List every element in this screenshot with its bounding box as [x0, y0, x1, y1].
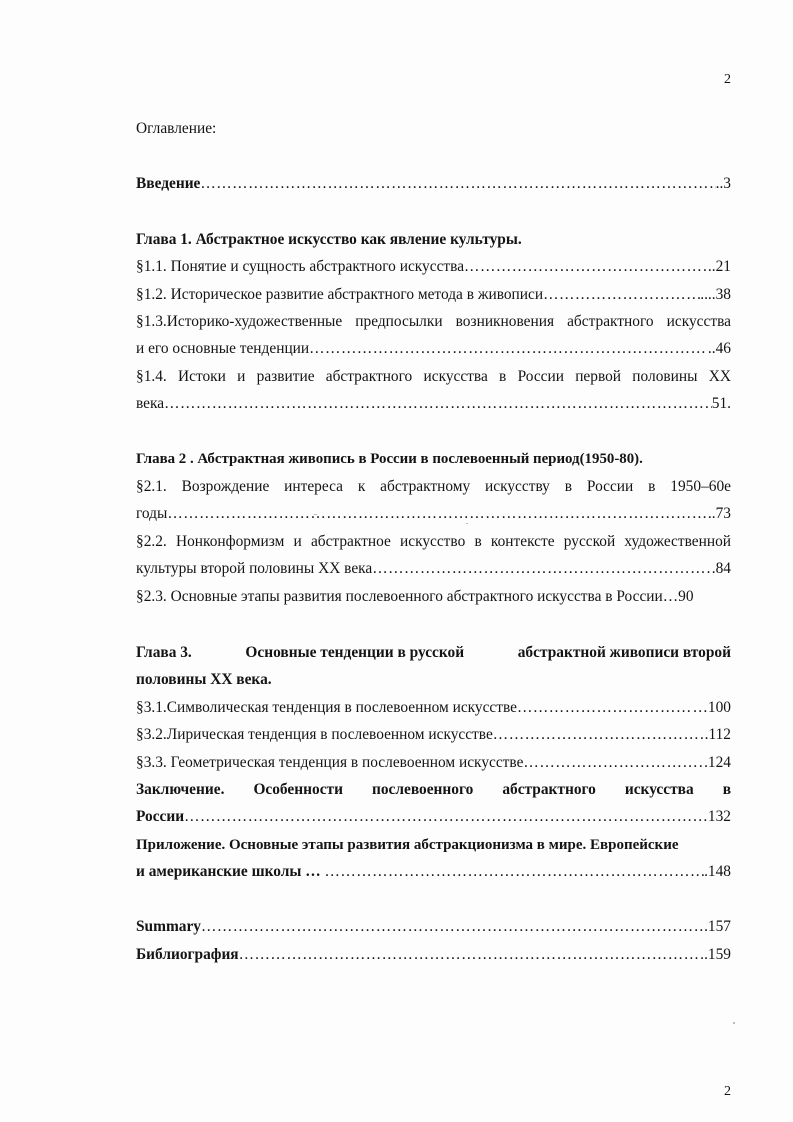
toc-entry-introduction: Введение ………………………………………………………………………………………………………………………………………………………………………………………………………… ..3 — [136, 173, 731, 195]
toc-heading: Оглавление: — [136, 120, 217, 137]
toc-entry-appendix-line1: Приложение. Основные этапы развития абстракционизма в мире. Европейские — [136, 837, 679, 853]
chapter-2-title: Глава 2 . Абстрактная живопись в России в послевоенный период(1950-80). — [136, 451, 643, 467]
toc-entry-3-3: §3.3. Геометрическая тенденция в послевоенном искусстве ………………………………………………………………………………………………………………………………………………………………………………………………………… .124 — [136, 752, 731, 774]
toc-entry-1-4-line2: века ………………………………………………………………………………………………………………………………………………………………………………………………………… 51. — [136, 393, 731, 415]
toc-entry-1-1: §1.1. Понятие и сущность абстрактного искусства ………………………………………………………………………………………………………………………………………………………………………………………………………… ..21 — [136, 256, 731, 278]
scan-speck — [314, 514, 317, 515]
toc-entry-2-1-line1: §2.1. Возрождение интереса к абстрактному искусству в России в 1950–60е — [136, 478, 731, 495]
chapter-3-title-line2: половины XX века. — [136, 671, 272, 688]
toc-entry-summary: Summary ………………………………………………………………………………………………………………………………………………………………………………………………………… .157 — [136, 916, 731, 938]
toc-entry-2-2-line1: §2.2. Нонконформизм и абстрактное искусство в контексте русской художественной — [136, 533, 731, 550]
toc-entry-1-4-line1: §1.4. Истоки и развитие абстрактного искусства в России первой половины XX — [136, 368, 731, 385]
chapter-3-title-line1: Глава 3. Основные тенденции в русской абстрактной живописи второй — [136, 644, 731, 661]
toc-entry-3-2: §3.2.Лирическая тенденция в послевоенном искусстве ………………………………………………………………………………………………………………………………………………………………………………………………………… .112 — [136, 724, 731, 746]
scan-speck — [733, 1022, 735, 1024]
toc-entry-3-1: §3.1.Символическая тенденция в послевоенном искусстве ………………………………………………………………………………………………………………………………………………………………………………………………………… …100 — [136, 697, 731, 719]
toc-entry-conclusion-line2: России ………………………………………………………………………………………………………………………………………………………………………………………………………… …132 — [136, 806, 731, 828]
toc-entry-2-1-line2: годы ………………………………………………………………………………………………………………………………………………………………………………………………………… ..73 — [136, 503, 731, 525]
toc-entry-2-3: §2.3. Основные этапы развития послевоенного абстрактного искусства в России …90 — [136, 588, 694, 605]
toc-entry-bibliography: Библиография ………………………………………………………………………………………………………………………………………………………………………………………………………… .159 — [136, 944, 731, 966]
page-number-bottom: 2 — [724, 1084, 731, 1099]
toc-entry-conclusion-line1: Заключение. Особенности послевоенного абстрактного искусства в — [136, 781, 731, 798]
page-number-top: 2 — [724, 72, 731, 87]
chapter-1-title: Глава 1. Абстрактное искусство как явление культуры. — [136, 231, 522, 248]
scan-speck — [466, 523, 468, 524]
toc-entry-appendix-line2: и американские школы … ………………………………………………………………………………………………………………………………………………………………………………………………………… .148 — [136, 861, 731, 883]
toc-entry-1-2: §1.2. Историческое развитие абстрактного метода в живописи ………………………………………………………………………………………………………………………………………………………………………………………………………… ....38 — [136, 284, 731, 306]
toc-entry-1-3-line2: и его основные тенденции ………………………………………………………………………………………………………………………………………………………………………………………………………… ..46 — [136, 338, 731, 360]
toc-entry-2-2-line2: культуры второй половины XX века ………………………………………………………………………………………………………………………………………………………………………………………………………… .84 — [136, 558, 731, 580]
toc-entry-1-3-line1: §1.3.Историко-художественные предпосылки возникновения абстрактного искусства — [136, 313, 731, 330]
